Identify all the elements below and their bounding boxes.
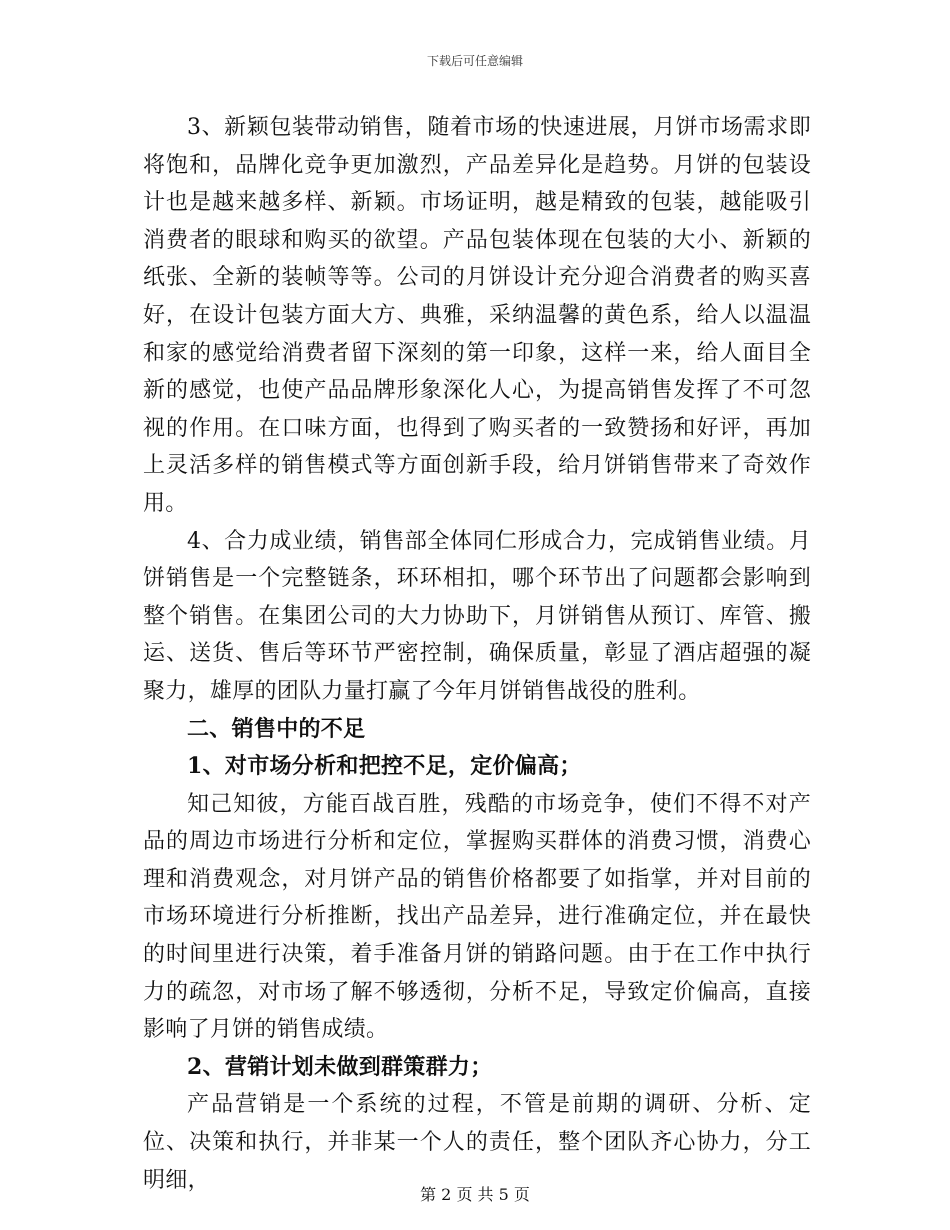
- section-heading-shortcomings: 二、销售中的不足: [187, 715, 366, 742]
- subheading-marketing-plan: 2、营销计划未做到群策群力；: [187, 1053, 493, 1080]
- page-footer: 第 2 页 共 5 页: [420, 1185, 530, 1204]
- page-header: 下载后可任意编辑: [426, 54, 523, 68]
- subheading-market-analysis: 1、对市场分析和把控不足，定价偏高；: [187, 753, 582, 780]
- document-body: [143, 109, 811, 1199]
- paragraph-market-analysis: 知己知彼，方能百战百胜，残酷的市场竞争，使们不得不对产品的周边市场进行分析和定位，掌握购买群体的消费习惯，消费心理和消费观念，对月饼产品的销售价格都要了如指掌，并对目前的市场环境进行分析推断，找出产品差异，进行准确定位，并在最快的时间里进行决策，着手准备月饼的销路问题。由于在工作中执行力的疏忽，对市场了解不够透彻，分析不足，导致定价偏高，直接影响了月饼的销售成绩。: [143, 791, 811, 1043]
- paragraph-packaging: 3、新颖包装带动销售，随着市场的快速进展，月饼市场需求即将饱和，品牌化竞争更加激烈，产品差异化是趋势。月饼的包装设计也是越来越多样、新颖。市场证明，越是精致的包装，越能吸引消费者的眼球和购买的欲望。产品包装体现在包装的大小、新颖的纸张、全新的装帧等等。公司的月饼设计充分迎合消费者的购买喜好，在设计包装方面大方、典雅，采纳温馨的黄色系，给人以温温和家的感觉给消费者留下深刻的第一印象，这样一来，给人面目全新的感觉，也使产品品牌形象深化人心，为提高销售发挥了不可忽视的作用。在口味方面，也得到了购买者的一致赞扬和好评，再加上灵活多样的销售模式等方面创新手段，给月饼销售带来了奇效作用。: [143, 115, 811, 516]
- paragraph-marketing-plan: 产品营销是一个系统的过程，不管是前期的调研、分析、定位、决策和执行，并非某一个人的责任，整个团队齐心协力，分工明细，: [143, 1092, 811, 1193]
- paragraph-teamwork: 4、合力成业绩，销售部全体同仁形成合力，完成销售业绩。月饼销售是一个完整链条，环环相扣，哪个环节出了问题都会影响到整个销售。在集团公司的大力协助下，月饼销售从预订、库管、搬运、送货、售后等环节严密控制，确保质量，彰显了酒店超强的凝聚力，雄厚的团队力量打赢了今年月饼销售战役的胜利。: [143, 528, 811, 704]
